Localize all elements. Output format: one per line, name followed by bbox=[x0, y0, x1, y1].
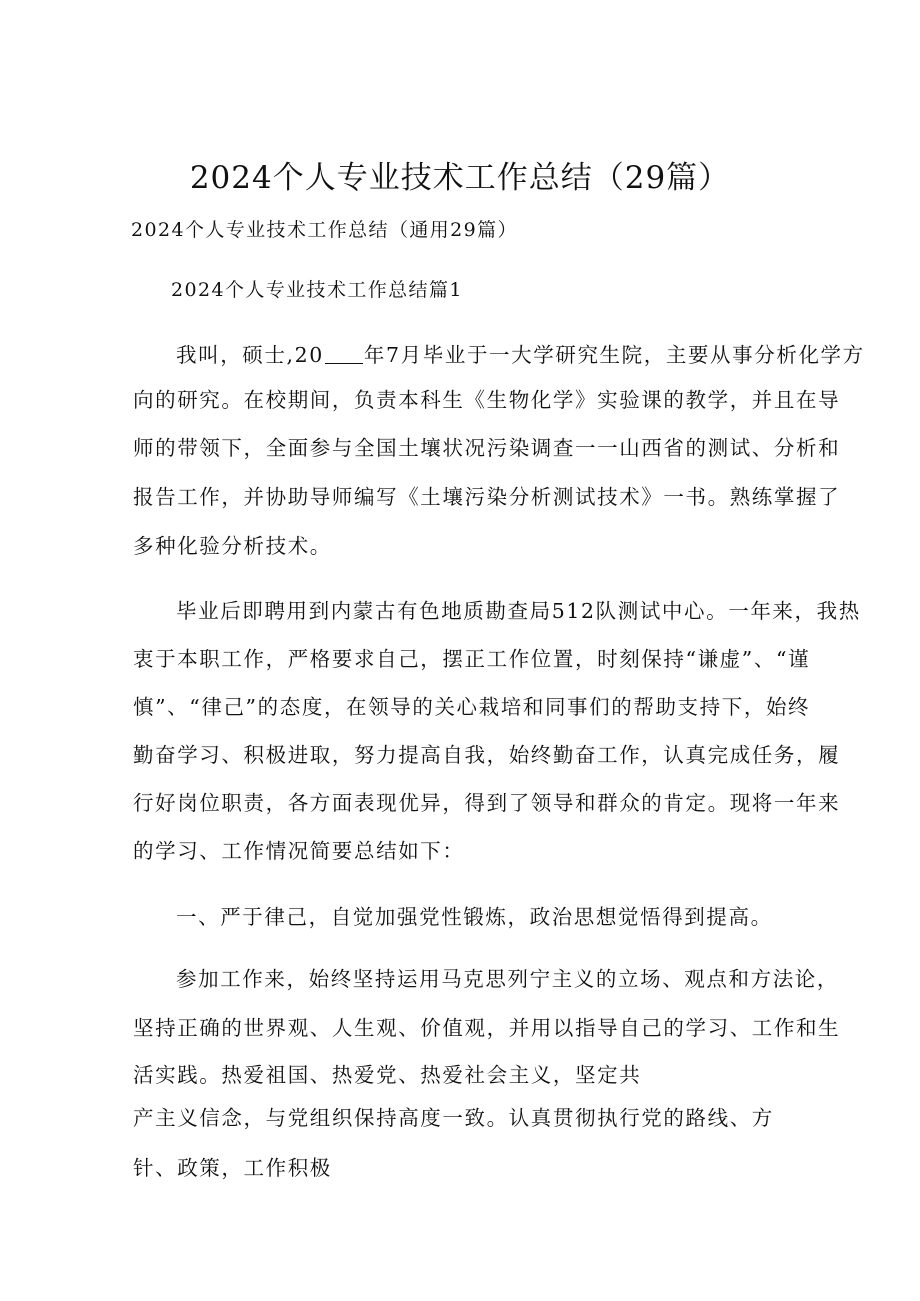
para1-line3: 师的带领下，全面参与全国土壤状况污染调查一一山西省的测试、分析和 bbox=[133, 436, 841, 460]
para2-line6: 的学习、工作情况简要总结如下： bbox=[133, 839, 465, 863]
heading-one: 一、严于律己，自觉加强党性锻炼，政治思想觉悟得到提高。 bbox=[176, 905, 773, 929]
para1-line1 bbox=[176, 338, 865, 368]
para1-line4: 报告工作，并协助导师编写《土壤污染分析测试技术》一书。熟练掌握了 bbox=[133, 485, 841, 509]
para1-line1-start: 我叫，硕士,20 bbox=[176, 343, 324, 367]
document-title: 2024个人专业技术工作总结（29篇） bbox=[189, 160, 731, 196]
para2-line4: 勤奋学习、积极进取，努力提高自我，始终勤奋工作，认真完成任务，履 bbox=[133, 743, 841, 767]
para3-line3: 活实践。热爱祖国、热爱党、热爱社会主义，坚定共 bbox=[133, 1063, 642, 1087]
para2-line3: 慎”、“律己”的态度，在领导的关心栽培和同事们的帮助支持下，始终 bbox=[133, 695, 811, 719]
para3-line1: 参加工作来，始终坚持运用马克思列宁主义的立场、观点和方法论， bbox=[176, 967, 839, 991]
blank-underline bbox=[325, 343, 363, 365]
section-heading: 2024个人专业技术工作总结篇1 bbox=[171, 279, 463, 301]
para1-line1-end: 年7月毕业于一大学研究生院，主要从事分析化学方 bbox=[363, 343, 865, 367]
para3-line5: 针、政策，工作积极 bbox=[133, 1156, 332, 1180]
para2-line2: 衷于本职工作，严格要求自己，摆正工作位置，时刻保持“谦虚”、“谨 bbox=[133, 647, 811, 671]
para1-line2: 向的研究。在校期间，负责本科生《生物化学》实验课的教学，并且在导 bbox=[133, 388, 841, 412]
document-subtitle: 2024个人专业技术工作总结（通用29篇） bbox=[131, 219, 518, 241]
para2-line5: 行好岗位职责，各方面表现优异，得到了领导和群众的肯定。现将一年来 bbox=[133, 791, 841, 815]
para2-line1: 毕业后即聘用到内蒙古有色地质勘查局512队测试中心。一年来，我热 bbox=[176, 599, 861, 623]
para1-line5: 多种化验分析技术。 bbox=[133, 534, 332, 558]
para3-line4: 产主义信念，与党组织保持高度一致。认真贯彻执行党的路线、方 bbox=[133, 1106, 774, 1130]
para3-line2: 坚持正确的世界观、人生观、价值观，并用以指导自己的学习、工作和生 bbox=[133, 1016, 841, 1040]
